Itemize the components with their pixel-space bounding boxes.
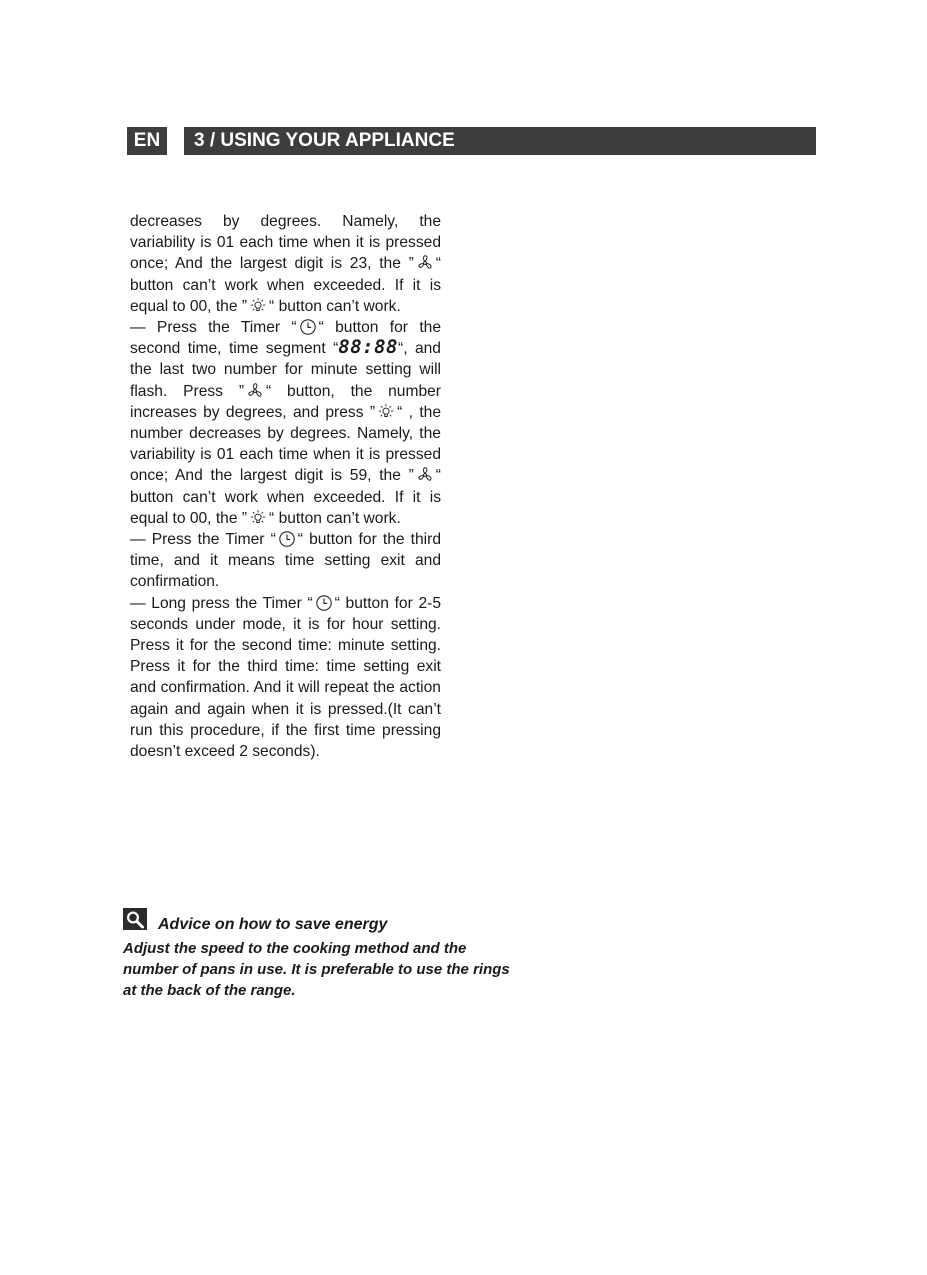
- text-run: “ button can’t work.: [269, 297, 401, 315]
- time-segment-display: 88:88: [338, 336, 398, 359]
- text-run: “ button can’t work when exceeded. If it is equal to 00, the ”: [130, 255, 441, 315]
- clock-icon: [299, 318, 317, 336]
- paragraph-2: [130, 317, 441, 529]
- clock-icon: [315, 594, 333, 612]
- language-badge: EN: [127, 127, 167, 155]
- paragraph-4: [130, 593, 441, 763]
- text-run: decreases by degrees. Namely, the variability is 01 each time when it is pressed once; And the largest digit is 23, the ”: [130, 213, 441, 273]
- light-icon: [249, 297, 267, 315]
- text-run: — Press the Timer “: [130, 319, 297, 337]
- text-run: “ button, the number increases by degrees, and press ”: [130, 382, 441, 421]
- advice-text: Adjust the speed to the cooking method and the number of pans in use. It is preferable to use the rings at the back of the range.: [123, 940, 510, 999]
- magnifier-icon: [123, 908, 147, 930]
- text-run: “ button for the third time, and it means time setting exit and confirmation.: [130, 531, 442, 591]
- light-icon: [249, 509, 267, 527]
- text-run: “ , the number decreases by degrees. Namely, the variability is 01 each time when it is pressed once; And the largest digit is 59, the ”: [130, 403, 441, 485]
- paragraph-3: [130, 529, 441, 593]
- light-icon: [377, 403, 395, 421]
- text-run: “ button for the second time, time segment “: [130, 319, 442, 358]
- text-run: — Press the Timer “: [130, 531, 276, 549]
- clock-icon: [278, 530, 296, 548]
- text-run: “, and the last two number for minute setting will flash. Press ”: [130, 340, 441, 400]
- advice-title: Advice on how to save energy: [158, 916, 388, 933]
- instructions-text: [130, 211, 441, 762]
- paragraph-1: [130, 211, 441, 317]
- text-run: — Long press the Timer “: [130, 594, 313, 612]
- fan-icon: [416, 466, 434, 484]
- fan-icon: [246, 382, 264, 400]
- text-run: “ button for 2-5 seconds under mode, it is for hour setting. Press it for the second time: minute setting. Press it for the third time: time setting exit and confirmation. And it will repeat the action again and again when it is pressed.(It can’t run this procedure, if the first time pressing doesn’t exceed 2 seconds).: [130, 594, 441, 761]
- text-run: “ button can’t work.: [269, 509, 401, 527]
- section-header: 3 / USING YOUR APPLIANCE: [184, 127, 816, 155]
- text-run: “ button can’t work when exceeded. If it is equal to 00, the ”: [130, 467, 441, 527]
- fan-icon: [416, 254, 434, 272]
